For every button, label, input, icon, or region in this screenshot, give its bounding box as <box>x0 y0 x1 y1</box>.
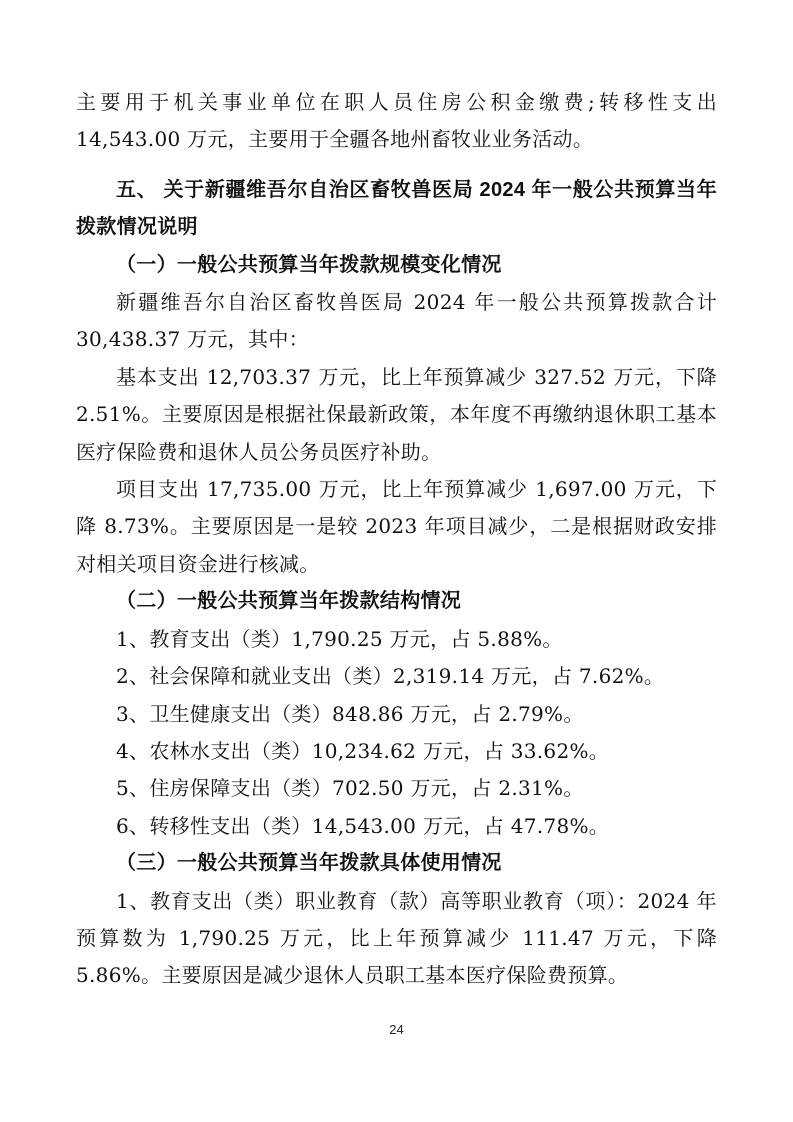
subsection-heading-2: （二）一般公共预算当年拨款结构情况 <box>116 590 462 613</box>
paragraph-continuation: 主要用于机关事业单位在职人员住房公积金缴费;转移性支出 14,543.00 万元，主要用于全疆各地州畜牧业业务活动。 <box>76 90 717 152</box>
structure-list-item-2: 2、社会保障和就业支出（类）2,319.14 万元，占 7.62%。 <box>116 664 665 689</box>
subsection-heading-3: （三）一般公共预算当年拨款具体使用情况 <box>116 852 502 875</box>
structure-list-item-6: 6、转移性支出（类）14,543.00 万元，占 47.78%。 <box>116 813 610 838</box>
structure-list-item-4: 4、农林水支出（类）10,234.62 万元，占 33.62%。 <box>116 738 610 763</box>
section-heading-5: 五、 关于新疆维吾尔自治区畜牧兽医局 2024 年一般公共预算当年拨款情况说明 <box>76 178 717 239</box>
structure-list-item-5: 5、住房保障支出（类）702.50 万元，占 2.31%。 <box>116 776 584 801</box>
paragraph-project-expenditure: 项目支出 17,735.00 万元，比上年预算减少 1,697.00 万元，下降 8.73%。主要原因是一是较 2023 年项目减少，二是根据财政安排对相关项目资金进行核减。 <box>76 477 717 576</box>
allocation-structure-list <box>76 621 717 845</box>
document-body <box>76 84 717 995</box>
structure-list-item-3: 3、卫生健康支出（类）848.86 万元，占 2.79%。 <box>116 701 584 726</box>
paragraph-education-detail: 1、教育支出（类）职业教育（款）高等职业教育（项）：2024 年预算数为 1,790.25 万元，比上年预算减少 111.47 万元，下降 5.86%。主要原因是减少退休人员职工基本医疗保险费预算。 <box>76 888 717 988</box>
subsection-heading-1: （一）一般公共预算当年拨款规模变化情况 <box>116 253 502 276</box>
paragraph-total-allocation: 新疆维吾尔自治区畜牧兽医局 2024 年一般公共预算拨款合计 30,438.37 万元，其中： <box>76 290 717 352</box>
structure-list-item-1: 1、教育支出（类）1,790.25 万元，占 5.88%。 <box>116 626 563 651</box>
page-number: 24 <box>389 1022 404 1037</box>
paragraph-basic-expenditure: 基本支出 12,703.37 万元，比上年预算减少 327.52 万元，下降 2.51%。主要原因是根据社保最新政策，本年度不再缴纳退休职工基本医疗保险费和退休人员公务员医疗补助。 <box>76 364 717 464</box>
